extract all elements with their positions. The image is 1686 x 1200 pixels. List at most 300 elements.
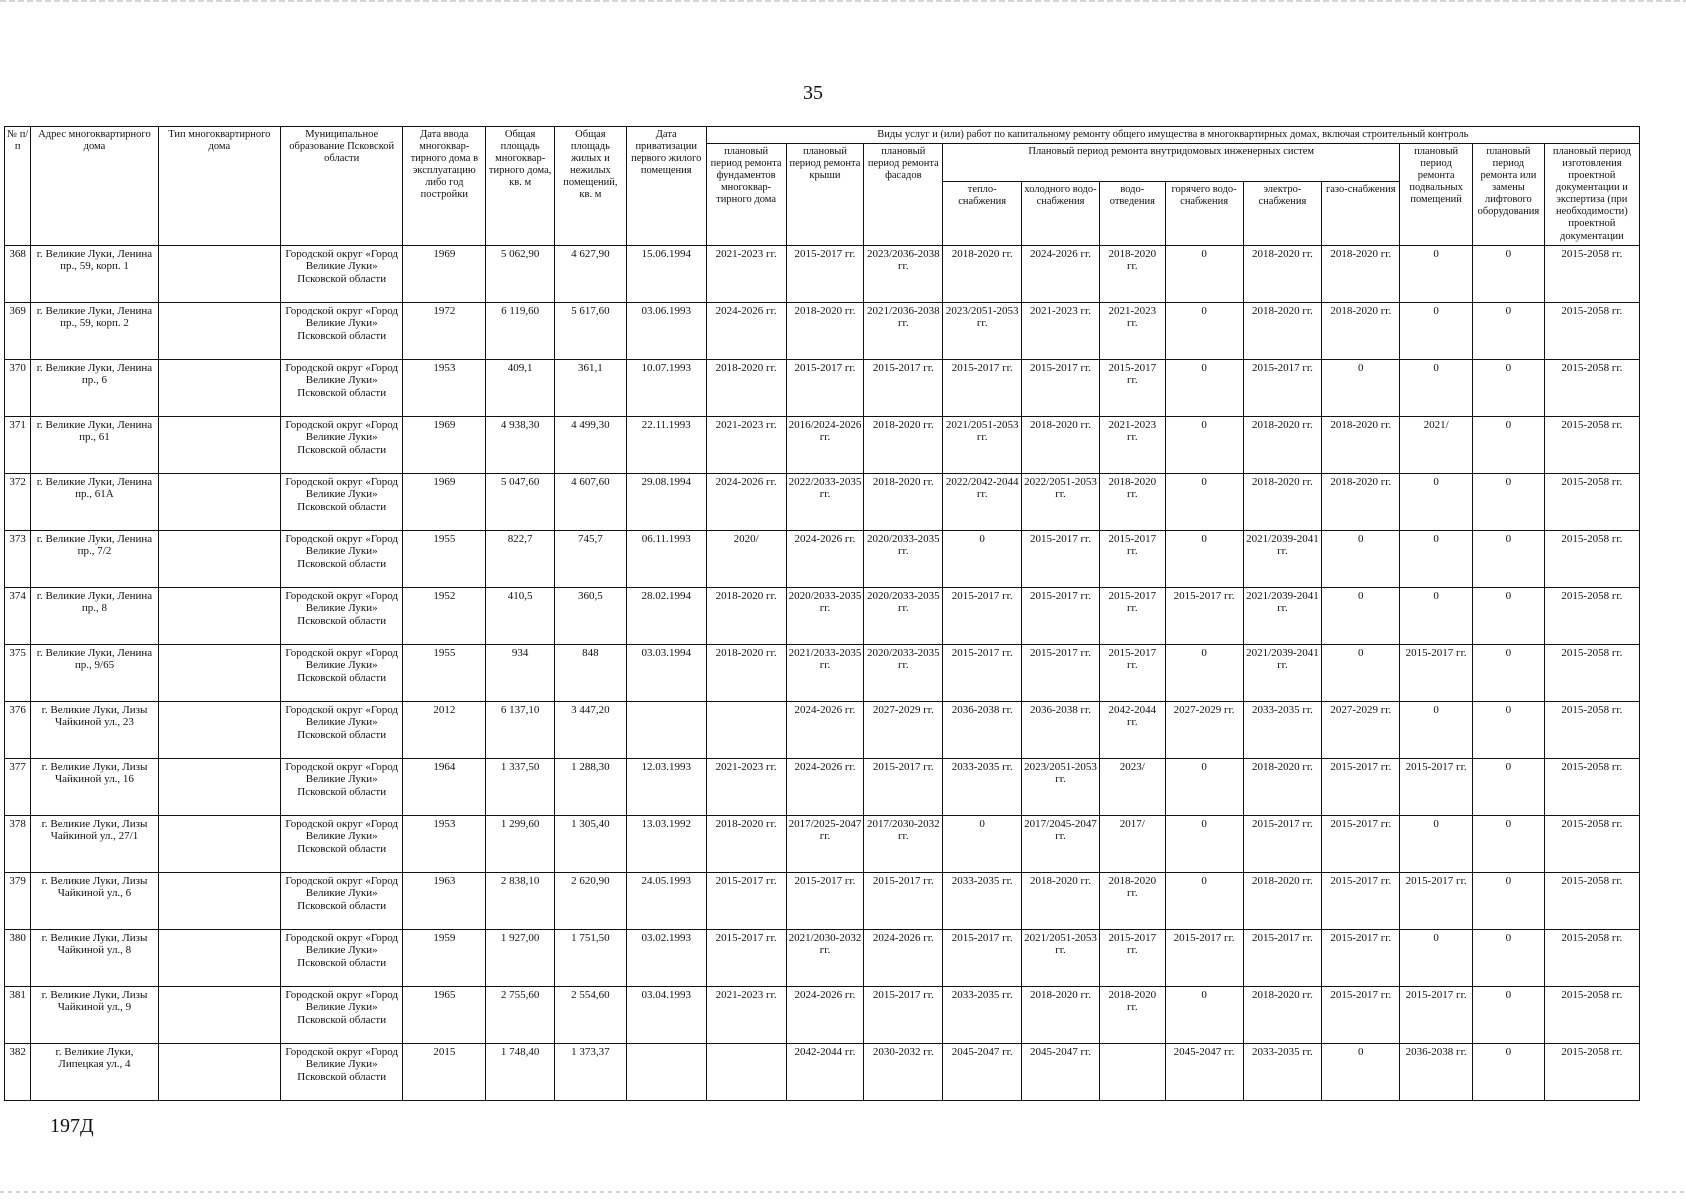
cell-heat: 2033-2035 гг.: [943, 872, 1022, 929]
cell-address: г. Великие Луки, Ленина пр., 6: [31, 359, 158, 416]
header-address: Адрес многоквартирного дома: [31, 127, 158, 246]
cell-elevator: 0: [1473, 815, 1545, 872]
cell-elevator: 0: [1473, 872, 1545, 929]
cell-living-area: 361,1: [555, 359, 627, 416]
cell-privatization: 03.04.1993: [626, 986, 706, 1043]
cell-drainage: 2023/: [1099, 758, 1165, 815]
cell-privatization: 03.03.1994: [626, 644, 706, 701]
header-systems-group: Плановый период ремонта внутридомовых инженерных систем: [943, 144, 1400, 181]
cell-privatization: [626, 701, 706, 758]
cell-gas: 2015-2017 гг.: [1322, 758, 1400, 815]
cell-elevator: 0: [1473, 929, 1545, 986]
cell-living-area: 2 620,90: [555, 872, 627, 929]
cell-cold-water: 2018-2020 гг.: [1022, 986, 1100, 1043]
cell-address: г. Великие Луки, Ленина пр., 61А: [31, 473, 158, 530]
cell-municipality: Городской округ «Город Великие Луки» Псковской области: [281, 872, 403, 929]
cell-roof: 2015-2017 гг.: [786, 245, 864, 302]
cell-year: 1959: [403, 929, 486, 986]
cell-design-docs: 2015-2058 гг.: [1544, 416, 1639, 473]
cell-num: 378: [5, 815, 31, 872]
cell-heat: 2023/2051-2053 гг.: [943, 302, 1022, 359]
cell-elevator: 0: [1473, 644, 1545, 701]
cell-foundation: [706, 1043, 786, 1100]
cell-num: 373: [5, 530, 31, 587]
cell-municipality: Городской округ «Город Великие Луки» Псковской области: [281, 302, 403, 359]
cell-foundation: 2020/: [706, 530, 786, 587]
cell-electricity: 2018-2020 гг.: [1243, 758, 1322, 815]
cell-basement: 0: [1400, 359, 1473, 416]
cell-heat: 2015-2017 гг.: [943, 644, 1022, 701]
cell-year: 1969: [403, 416, 486, 473]
cell-electricity: 2015-2017 гг.: [1243, 815, 1322, 872]
cell-heat: 2021/2051-2053 гг.: [943, 416, 1022, 473]
cell-facade: 2015-2017 гг.: [864, 986, 943, 1043]
header-services-group: Виды услуг и (или) работ по капитальному ремонту общего имущества в многоквартирных домах, включая строительный контроль: [706, 127, 1639, 144]
cell-num: 370: [5, 359, 31, 416]
cell-privatization: 29.08.1994: [626, 473, 706, 530]
header-heat: тепло-снабжения: [943, 181, 1022, 245]
table-row: [5, 872, 1640, 929]
cell-num: 375: [5, 644, 31, 701]
cell-gas: 2027-2029 гг.: [1322, 701, 1400, 758]
cell-foundation: 2015-2017 гг.: [706, 872, 786, 929]
cell-electricity: 2018-2020 гг.: [1243, 872, 1322, 929]
cell-gas: 2015-2017 гг.: [1322, 929, 1400, 986]
header-roof: плановый период ремонта крыши: [786, 144, 864, 246]
cell-year: 1952: [403, 587, 486, 644]
cell-basement: 0: [1400, 245, 1473, 302]
header-hot-water: горячего водо-снабжения: [1165, 181, 1243, 245]
cell-facade: 2018-2020 гг.: [864, 416, 943, 473]
cell-drainage: 2021-2023 гг.: [1099, 302, 1165, 359]
cell-heat: 2018-2020 гг.: [943, 245, 1022, 302]
cell-electricity: 2018-2020 гг.: [1243, 416, 1322, 473]
cell-municipality: Городской округ «Город Великие Луки» Псковской области: [281, 530, 403, 587]
cell-total-area: 934: [486, 644, 555, 701]
cell-drainage: 2021-2023 гг.: [1099, 416, 1165, 473]
cell-type: [158, 929, 280, 986]
cell-basement: 2015-2017 гг.: [1400, 986, 1473, 1043]
cell-year: 1965: [403, 986, 486, 1043]
cell-drainage: 2042-2044 гг.: [1099, 701, 1165, 758]
cell-basement: 0: [1400, 929, 1473, 986]
cell-cold-water: 2017/2045-2047 гг.: [1022, 815, 1100, 872]
cell-electricity: 2015-2017 гг.: [1243, 359, 1322, 416]
cell-municipality: Городской округ «Город Великие Луки» Псковской области: [281, 986, 403, 1043]
cell-design-docs: 2015-2058 гг.: [1544, 245, 1639, 302]
cell-total-area: 1 748,40: [486, 1043, 555, 1100]
cell-total-area: 1 299,60: [486, 815, 555, 872]
cell-address: г. Великие Луки, Лизы Чайкиной ул., 23: [31, 701, 158, 758]
cell-elevator: 0: [1473, 587, 1545, 644]
header-basement: плановый период ремонта подвальных помещений: [1400, 144, 1473, 246]
cell-municipality: Городской округ «Город Великие Луки» Псковской области: [281, 758, 403, 815]
cell-privatization: 13.03.1992: [626, 815, 706, 872]
cell-gas: 2018-2020 гг.: [1322, 302, 1400, 359]
cell-hot-water: 0: [1165, 302, 1243, 359]
cell-hot-water: 0: [1165, 473, 1243, 530]
cell-type: [158, 416, 280, 473]
cell-num: 381: [5, 986, 31, 1043]
cell-hot-water: 0: [1165, 815, 1243, 872]
cell-address: г. Великие Луки, Ленина пр., 9/65: [31, 644, 158, 701]
cell-basement: 0: [1400, 587, 1473, 644]
cell-drainage: 2015-2017 гг.: [1099, 359, 1165, 416]
cell-basement: 2015-2017 гг.: [1400, 644, 1473, 701]
cell-privatization: 24.05.1993: [626, 872, 706, 929]
cell-facade: 2021/2036-2038 гг.: [864, 302, 943, 359]
header-privatization-date: Дата приватизации первого жилого помещения: [626, 127, 706, 246]
header-type: Тип многоквартирного дома: [158, 127, 280, 246]
cell-basement: 0: [1400, 530, 1473, 587]
cell-municipality: Городской округ «Город Великие Луки» Псковской области: [281, 815, 403, 872]
cell-facade: 2018-2020 гг.: [864, 473, 943, 530]
cell-type: [158, 644, 280, 701]
cell-num: 369: [5, 302, 31, 359]
cell-roof: 2017/2025-2047 гг.: [786, 815, 864, 872]
cell-num: 377: [5, 758, 31, 815]
cell-cold-water: 2018-2020 гг.: [1022, 872, 1100, 929]
cell-year: 1955: [403, 530, 486, 587]
doc-code: 197Д: [50, 1115, 94, 1137]
cell-municipality: Городской округ «Город Великие Луки» Псковской области: [281, 245, 403, 302]
cell-roof: 2020/2033-2035 гг.: [786, 587, 864, 644]
cell-facade: 2020/2033-2035 гг.: [864, 530, 943, 587]
header-facade: плановый период ремонта фасадов: [864, 144, 943, 246]
cell-drainage: 2018-2020 гг.: [1099, 986, 1165, 1043]
cell-municipality: Городской округ «Город Великие Луки» Псковской области: [281, 644, 403, 701]
cell-design-docs: 2015-2058 гг.: [1544, 644, 1639, 701]
table-row: [5, 245, 1640, 302]
cell-design-docs: 2015-2058 гг.: [1544, 701, 1639, 758]
cell-electricity: 2018-2020 гг.: [1243, 986, 1322, 1043]
cell-type: [158, 245, 280, 302]
cell-total-area: 5 047,60: [486, 473, 555, 530]
cell-hot-water: 0: [1165, 872, 1243, 929]
cell-type: [158, 473, 280, 530]
scan-edge-top: [0, 0, 1686, 2]
cell-elevator: 0: [1473, 986, 1545, 1043]
cell-roof: 2024-2026 гг.: [786, 701, 864, 758]
cell-total-area: 409,1: [486, 359, 555, 416]
table-row: [5, 1043, 1640, 1100]
cell-address: г. Великие Луки, Ленина пр., 59, корп. 1: [31, 245, 158, 302]
cell-electricity: 2021/2039-2041 гг.: [1243, 587, 1322, 644]
cell-foundation: 2024-2026 гг.: [706, 302, 786, 359]
cell-total-area: 5 062,90: [486, 245, 555, 302]
cell-address: г. Великие Луки, Лизы Чайкиной ул., 8: [31, 929, 158, 986]
cell-drainage: 2018-2020 гг.: [1099, 473, 1165, 530]
cell-year: 1969: [403, 245, 486, 302]
cell-living-area: 4 499,30: [555, 416, 627, 473]
cell-hot-water: 0: [1165, 758, 1243, 815]
cell-type: [158, 758, 280, 815]
cell-elevator: 0: [1473, 758, 1545, 815]
cell-basement: 2021/: [1400, 416, 1473, 473]
cell-facade: 2024-2026 гг.: [864, 929, 943, 986]
scan-edge-bottom: [0, 1191, 1686, 1193]
cell-year: 2012: [403, 701, 486, 758]
cell-electricity: 2021/2039-2041 гг.: [1243, 644, 1322, 701]
cell-drainage: 2015-2017 гг.: [1099, 644, 1165, 701]
cell-municipality: Городской округ «Город Великие Луки» Псковской области: [281, 416, 403, 473]
cell-electricity: 2021/2039-2041 гг.: [1243, 530, 1322, 587]
cell-foundation: 2018-2020 гг.: [706, 815, 786, 872]
cell-facade: 2027-2029 гг.: [864, 701, 943, 758]
cell-foundation: 2015-2017 гг.: [706, 929, 786, 986]
cell-year: 2015: [403, 1043, 486, 1100]
cell-electricity: 2018-2020 гг.: [1243, 245, 1322, 302]
cell-foundation: 2021-2023 гг.: [706, 416, 786, 473]
cell-drainage: 2015-2017 гг.: [1099, 530, 1165, 587]
cell-drainage: 2018-2020 гг.: [1099, 245, 1165, 302]
cell-drainage: 2015-2017 гг.: [1099, 587, 1165, 644]
cell-gas: 2015-2017 гг.: [1322, 815, 1400, 872]
table-row: [5, 929, 1640, 986]
table-row: [5, 758, 1640, 815]
cell-basement: 2015-2017 гг.: [1400, 872, 1473, 929]
cell-num: 379: [5, 872, 31, 929]
cell-hot-water: 0: [1165, 359, 1243, 416]
cell-gas: 0: [1322, 530, 1400, 587]
cell-elevator: 0: [1473, 701, 1545, 758]
cell-gas: 0: [1322, 587, 1400, 644]
cell-electricity: 2033-2035 гг.: [1243, 1043, 1322, 1100]
cell-heat: 0: [943, 815, 1022, 872]
cell-elevator: 0: [1473, 530, 1545, 587]
cell-roof: 2024-2026 гг.: [786, 758, 864, 815]
table-row: [5, 644, 1640, 701]
cell-privatization: 22.11.1993: [626, 416, 706, 473]
cell-drainage: 2018-2020 гг.: [1099, 872, 1165, 929]
header-row-1: [5, 127, 1640, 144]
header-electricity: электро-снабжения: [1243, 181, 1322, 245]
cell-year: 1963: [403, 872, 486, 929]
cell-num: 374: [5, 587, 31, 644]
cell-roof: 2015-2017 гг.: [786, 872, 864, 929]
cell-living-area: 5 617,60: [555, 302, 627, 359]
cell-heat: 2015-2017 гг.: [943, 929, 1022, 986]
cell-electricity: 2018-2020 гг.: [1243, 473, 1322, 530]
header-municipality: Муниципальное образование Псковской области: [281, 127, 403, 246]
cell-foundation: 2021-2023 гг.: [706, 758, 786, 815]
cell-heat: 2015-2017 гг.: [943, 359, 1022, 416]
header-living-area: Общая площадь жилых и нежилых помещений, кв. м: [555, 127, 627, 246]
cell-hot-water: 0: [1165, 416, 1243, 473]
cell-roof: 2024-2026 гг.: [786, 986, 864, 1043]
cell-address: г. Великие Луки, Ленина пр., 61: [31, 416, 158, 473]
cell-heat: 2015-2017 гг.: [943, 587, 1022, 644]
cell-elevator: 0: [1473, 245, 1545, 302]
cell-total-area: 822,7: [486, 530, 555, 587]
cell-facade: 2030-2032 гг.: [864, 1043, 943, 1100]
cell-facade: 2015-2017 гг.: [864, 872, 943, 929]
cell-foundation: 2021-2023 гг.: [706, 245, 786, 302]
cell-municipality: Городской округ «Город Великие Луки» Псковской области: [281, 701, 403, 758]
cell-roof: 2016/2024-2026 гг.: [786, 416, 864, 473]
cell-design-docs: 2015-2058 гг.: [1544, 815, 1639, 872]
cell-hot-water: 0: [1165, 530, 1243, 587]
cell-type: [158, 1043, 280, 1100]
cell-living-area: 745,7: [555, 530, 627, 587]
table-row: [5, 701, 1640, 758]
cell-hot-water: 2015-2017 гг.: [1165, 929, 1243, 986]
cell-drainage: 2015-2017 гг.: [1099, 929, 1165, 986]
cell-privatization: 03.02.1993: [626, 929, 706, 986]
cell-facade: 2015-2017 гг.: [864, 359, 943, 416]
cell-type: [158, 530, 280, 587]
cell-num: 371: [5, 416, 31, 473]
cell-roof: 2024-2026 гг.: [786, 530, 864, 587]
cell-address: г. Великие Луки, Ленина пр., 8: [31, 587, 158, 644]
cell-municipality: Городской округ «Город Великие Луки» Псковской области: [281, 359, 403, 416]
cell-cold-water: 2045-2047 гг.: [1022, 1043, 1100, 1100]
cell-privatization: 10.07.1993: [626, 359, 706, 416]
cell-electricity: 2018-2020 гг.: [1243, 302, 1322, 359]
cell-design-docs: 2015-2058 гг.: [1544, 758, 1639, 815]
cell-cold-water: 2021/2051-2053 гг.: [1022, 929, 1100, 986]
cell-foundation: 2018-2020 гг.: [706, 359, 786, 416]
cell-gas: 0: [1322, 644, 1400, 701]
cell-basement: 2015-2017 гг.: [1400, 758, 1473, 815]
cell-gas: 0: [1322, 359, 1400, 416]
cell-cold-water: 2036-2038 гг.: [1022, 701, 1100, 758]
cell-design-docs: 2015-2058 гг.: [1544, 986, 1639, 1043]
cell-address: г. Великие Луки, Лизы Чайкиной ул., 27/1: [31, 815, 158, 872]
cell-address: г. Великие Луки, Ленина пр., 7/2: [31, 530, 158, 587]
cell-living-area: 2 554,60: [555, 986, 627, 1043]
cell-year: 1972: [403, 302, 486, 359]
header-commission-date: Дата ввода многоквар-тирного дома в эксплуатацию либо год постройки: [403, 127, 486, 246]
cell-gas: 2015-2017 гг.: [1322, 872, 1400, 929]
cell-cold-water: 2015-2017 гг.: [1022, 644, 1100, 701]
header-design-docs: плановый период изготовления проектной документации и экспертиза (при необходимости) проектной документации: [1544, 144, 1639, 246]
table-row: [5, 986, 1640, 1043]
cell-elevator: 0: [1473, 473, 1545, 530]
cell-roof: 2042-2044 гг.: [786, 1043, 864, 1100]
cell-year: 1969: [403, 473, 486, 530]
cell-living-area: 1 751,50: [555, 929, 627, 986]
cell-drainage: 2017/: [1099, 815, 1165, 872]
page-number: 35: [803, 82, 823, 104]
cell-type: [158, 359, 280, 416]
cell-heat: 0: [943, 530, 1022, 587]
cell-roof: 2022/2033-2035 гг.: [786, 473, 864, 530]
cell-drainage: [1099, 1043, 1165, 1100]
cell-living-area: 4 627,90: [555, 245, 627, 302]
cell-living-area: 1 373,37: [555, 1043, 627, 1100]
cell-design-docs: 2015-2058 гг.: [1544, 302, 1639, 359]
cell-total-area: 4 938,30: [486, 416, 555, 473]
cell-heat: 2033-2035 гг.: [943, 986, 1022, 1043]
cell-heat: 2022/2042-2044 гг.: [943, 473, 1022, 530]
table-row: [5, 587, 1640, 644]
cell-year: 1953: [403, 815, 486, 872]
cell-privatization: [626, 1043, 706, 1100]
header-num: № п/п: [5, 127, 31, 246]
cell-address: г. Великие Луки, Ленина пр., 59, корп. 2: [31, 302, 158, 359]
cell-cold-water: 2018-2020 гг.: [1022, 416, 1100, 473]
cell-cold-water: 2015-2017 гг.: [1022, 359, 1100, 416]
cell-hot-water: 0: [1165, 986, 1243, 1043]
cell-facade: 2017/2030-2032 гг.: [864, 815, 943, 872]
header-total-area: Общая площадь многоквар-тирного дома, кв. м: [486, 127, 555, 246]
cell-living-area: 848: [555, 644, 627, 701]
cell-foundation: 2018-2020 гг.: [706, 644, 786, 701]
cell-basement: 0: [1400, 701, 1473, 758]
cell-elevator: 0: [1473, 1043, 1545, 1100]
cell-total-area: 6 119,60: [486, 302, 555, 359]
cell-design-docs: 2015-2058 гг.: [1544, 587, 1639, 644]
cell-privatization: 28.02.1994: [626, 587, 706, 644]
cell-cold-water: 2024-2026 гг.: [1022, 245, 1100, 302]
cell-gas: 2018-2020 гг.: [1322, 473, 1400, 530]
cell-foundation: [706, 701, 786, 758]
cell-design-docs: 2015-2058 гг.: [1544, 1043, 1639, 1100]
cell-cold-water: 2021-2023 гг.: [1022, 302, 1100, 359]
cell-electricity: 2015-2017 гг.: [1243, 929, 1322, 986]
cell-heat: 2036-2038 гг.: [943, 701, 1022, 758]
cell-num: 368: [5, 245, 31, 302]
cell-year: 1964: [403, 758, 486, 815]
cell-foundation: 2021-2023 гг.: [706, 986, 786, 1043]
cell-gas: 2015-2017 гг.: [1322, 986, 1400, 1043]
table-row: [5, 815, 1640, 872]
cell-living-area: 3 447,20: [555, 701, 627, 758]
cell-electricity: 2033-2035 гг.: [1243, 701, 1322, 758]
cell-basement: 0: [1400, 302, 1473, 359]
cell-design-docs: 2015-2058 гг.: [1544, 929, 1639, 986]
cell-living-area: 1 305,40: [555, 815, 627, 872]
cell-design-docs: 2015-2058 гг.: [1544, 359, 1639, 416]
cell-hot-water: 2045-2047 гг.: [1165, 1043, 1243, 1100]
cell-municipality: Городской округ «Город Великие Луки» Псковской области: [281, 929, 403, 986]
cell-roof: 2015-2017 гг.: [786, 359, 864, 416]
cell-total-area: 1 927,00: [486, 929, 555, 986]
cell-basement: 2036-2038 гг.: [1400, 1043, 1473, 1100]
cell-heat: 2045-2047 гг.: [943, 1043, 1022, 1100]
cell-cold-water: 2015-2017 гг.: [1022, 530, 1100, 587]
cell-total-area: 1 337,50: [486, 758, 555, 815]
cell-privatization: 03.06.1993: [626, 302, 706, 359]
cell-address: г. Великие Луки, Лизы Чайкиной ул., 16: [31, 758, 158, 815]
table-row: [5, 359, 1640, 416]
cell-type: [158, 986, 280, 1043]
cell-address: г. Великие Луки, Липецкая ул., 4: [31, 1043, 158, 1100]
cell-elevator: 0: [1473, 416, 1545, 473]
cell-elevator: 0: [1473, 359, 1545, 416]
cell-design-docs: 2015-2058 гг.: [1544, 872, 1639, 929]
cell-facade: 2020/2033-2035 гг.: [864, 644, 943, 701]
cell-facade: 2020/2033-2035 гг.: [864, 587, 943, 644]
cell-municipality: Городской округ «Город Великие Луки» Псковской области: [281, 587, 403, 644]
cell-type: [158, 302, 280, 359]
cell-municipality: Городской округ «Город Великие Луки» Псковской области: [281, 473, 403, 530]
table-row: [5, 530, 1640, 587]
cell-address: г. Великие Луки, Лизы Чайкиной ул., 6: [31, 872, 158, 929]
cell-type: [158, 872, 280, 929]
cell-num: 382: [5, 1043, 31, 1100]
cell-roof: 2021/2033-2035 гг.: [786, 644, 864, 701]
table-body: [5, 245, 1640, 1100]
cell-total-area: 6 137,10: [486, 701, 555, 758]
cell-basement: 0: [1400, 815, 1473, 872]
cell-privatization: 12.03.1993: [626, 758, 706, 815]
cell-hot-water: 2015-2017 гг.: [1165, 587, 1243, 644]
cell-cold-water: 2023/2051-2053 гг.: [1022, 758, 1100, 815]
header-elevator: плановый период ремонта или замены лифтового оборудования: [1473, 144, 1545, 246]
cell-roof: 2018-2020 гг.: [786, 302, 864, 359]
